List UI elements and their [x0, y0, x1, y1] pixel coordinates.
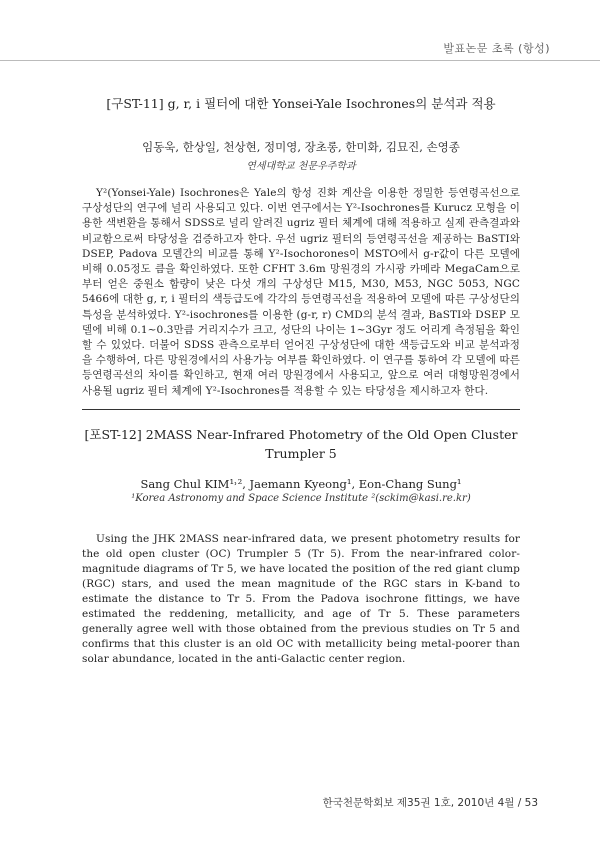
abstract-affiliation: 연세대학교 천문우주학과 [246, 161, 356, 172]
abstract-title: [구ST-11] g, r, i 필터에 대한 Yonsei-Yale Isochrones의 분석과 적용 [106, 96, 496, 111]
header-rule [0, 60, 600, 61]
abstract-affiliation: ¹Korea Astronomy and Space Science Institute ²(sckim@kasi.re.kr) [131, 493, 471, 504]
section-divider [82, 409, 520, 410]
abstract-authors: 임동욱, 한상일, 천상현, 정미영, 장초롱, 한미화, 김묘진, 손영종 [142, 140, 460, 154]
abstract-body: Using the JHK 2MASS near-infrared data, we present photometry results for the old open cluster (OC) Trumpler 5 (Tr 5). From the near-infrared color-magnitude diagrams of Tr 5, we have located the position of the red giant clump (RGC) stars, and used the mean magnitude of the RGC stars in K-band to estimate the distance to Tr 5. From the Padova isochrone fittings, we have estimated the reddening, metallicity, and age of Tr 5. These parameters generally agree well with those obtained from the previous studies on Tr 5 and confirms that this cluster is an old OC with metallicity being metal-poorer than solar abundance, located in the anti-Galactic center region. [82, 533, 520, 665]
abstract-st12 [82, 425, 520, 667]
abstract-authors: Sang Chul KIM¹˒², Jaemann Kyeong¹, Eon-Chang Sung¹ [140, 477, 462, 491]
page-footer: 한국천문학회보 제35권 1호, 2010년 4월 / 53 [322, 797, 538, 809]
abstract-title: [포ST-12] 2MASS Near-Infrared Photometry of the Old Open Cluster Trumpler 5 [84, 427, 518, 461]
abstract-st11 [82, 94, 520, 399]
abstract-body: Y²(Yonsei-Yale) Isochrones은 Yale의 항성 진화 계산을 이용한 정밀한 등연령곡선으로 구상성단의 연구에 널리 사용되고 있다. 이번 연구에서는 Y²-Isochrones를 Kurucz 모형을 이용한 색변환을 통해서 SDSS로 널리 알려진 ugriz 필터 체계에 대해 적용하고 실제 관측결과와 비교함으로써 타당성을 검증하고자 한다. 우선 ugriz 필터의 등연령곡선을 제공하는 BaSTI와 DSEP, Padova 모델간의 비교를 통해 Y²-Isochorones이 MSTO에서 g-r값이 다른 모델에 비해 0.05정도 큼을 확인하였다. 또한 CFHT 3.6m 망원경의 가시광 카메라 MegaCam으로부터 얻은 중원소 함량이 낮은 다섯 개의 구상성단 M15, M30, M53, NGC 5053, NGC 5466에 대한 g, r, i 필터의 색등급도에 각각의 등연령곡선을 적용하여 모델에 따른 구상성단의 특성을 분석하였다. Y²-isochrones를 이용한 (g-r, r) CMD의 분석 결과, BaSTI와 DSEP 모델에 비해 0.1~0.3만큼 거리지수가 크고, 성단의 나이는 1~3Gyr 정도 어리게 측정됨을 확인할 수 있었다. 더불어 SDSS 관측으로부터 얻어진 구상성단에 대한 색등급도와 비교 분석과정을 수행하여, 다른 망원경에서의 사용가능 여부를 확인하였다. 이 연구를 통하여 각 모델에 따른 등연령곡선의 차이를 확인하고, 현재 여러 망원경에서 사용되고, 앞으로 여러 대형망원경에서 사용될 ugriz 필터 체계에 Y²-Isochrones를 적용할 수 있는 타당성을 제시하고자 한다. [82, 187, 520, 397]
page-header: 발표논문 초록 (항성) [443, 42, 550, 55]
